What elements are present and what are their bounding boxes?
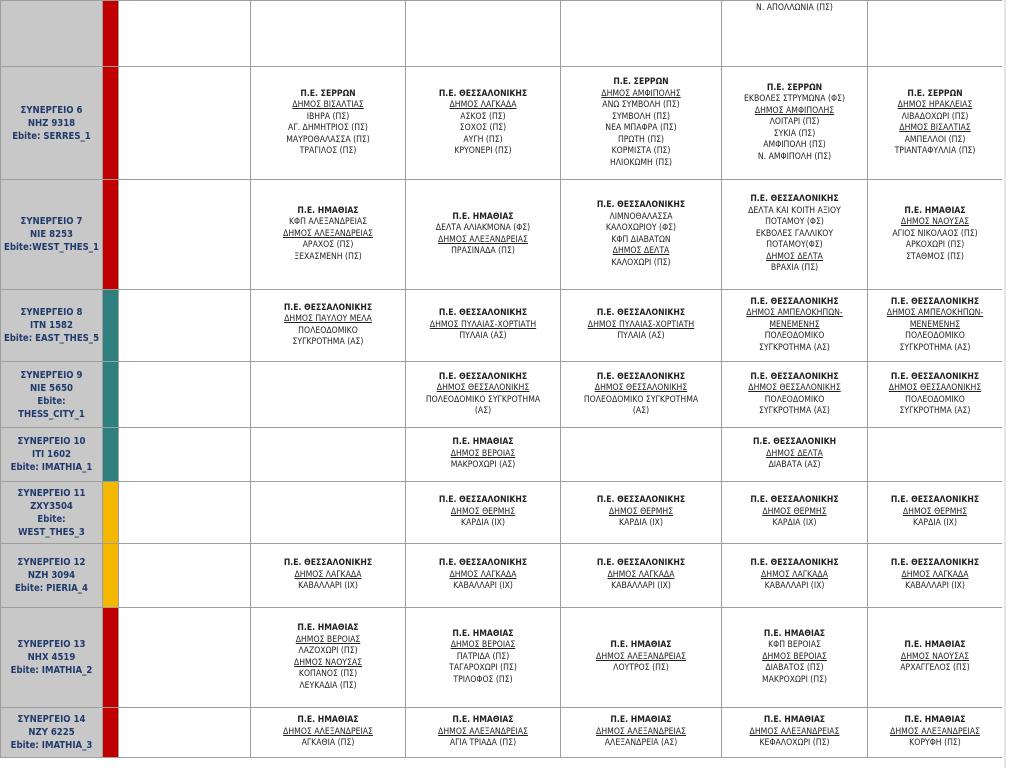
- region-heading: Π.Ε. ΗΜΑΘΙΑΣ: [610, 640, 672, 651]
- schedule-cell[interactable]: [868, 290, 1003, 362]
- schedule-cell[interactable]: [561, 708, 722, 758]
- location-name: ΜΑΥΡΟΘΑΛΑΣΣΑ (ΠΣ): [286, 134, 370, 145]
- schedule-cell[interactable]: [868, 608, 1003, 708]
- schedule-cell[interactable]: [722, 544, 868, 608]
- location-name: ΣΥΓΚΡΟΤΗΜΑ (ΑΣ): [759, 406, 830, 416]
- schedule-cell[interactable]: [251, 544, 406, 608]
- location-name: ΑΓ. ΔΗΜΗΤΡΙΟΣ (ΠΣ): [288, 123, 368, 133]
- team-label-line: ΣΥΝΕΡΓΕΙΟ 7: [20, 216, 83, 227]
- team-label-line: ZXY3504: [30, 500, 73, 512]
- location-name: ΤΡΑΓΙΛΟΣ (ΠΣ): [299, 146, 357, 156]
- municipality-name: ΔΗΜΟΣ ΠΥΛΑΙΑΣ-ΧΟΡΤΙΑΤΗ: [429, 319, 537, 330]
- location-name: ΚΦΠ ΒΕΡΟΙΑΣ: [768, 640, 821, 651]
- location-name: ΚΑΡΔΙΑ (ΙΧ): [913, 518, 957, 529]
- location-name: ΠΥΛΑΙΑ (ΑΣ): [459, 331, 507, 342]
- team-label-cell[interactable]: [1, 708, 103, 758]
- region-heading: Π.Ε. ΣΕΡΡΩΝ: [300, 88, 356, 99]
- schedule-cell[interactable]: [251, 708, 406, 758]
- location-name: ΑΡΧΑΓΓΕΛΟΣ (ΠΣ): [900, 663, 970, 674]
- municipality-name: ΔΗΜΟΣ ΘΕΡΜΗΣ: [762, 506, 827, 517]
- location-name: ΕΚΒΟΛΕΣ ΓΑΛΛΙΚΟΥ: [755, 228, 834, 239]
- schedule-cell[interactable]: [561, 1, 722, 67]
- status-color-cell: [103, 544, 119, 608]
- status-color-cell: [103, 67, 119, 180]
- schedule-cell[interactable]: [406, 1, 561, 67]
- schedule-cell[interactable]: [561, 482, 722, 544]
- notes-cell[interactable]: [119, 180, 251, 290]
- location-name: ΚΑΡΔΙΑ (ΙΧ): [772, 518, 817, 529]
- schedule-cell[interactable]: [868, 67, 1003, 180]
- status-color-cell: [103, 482, 119, 544]
- location-name: ΠΟΛΕΟΔΟΜΙΚΟ: [764, 394, 825, 405]
- notes-cell[interactable]: [119, 608, 251, 708]
- municipality-name: ΔΗΜΟΣ ΑΛΕΞΑΝΔΡΕΙΑΣ: [438, 234, 528, 245]
- location-name: ΚΦΠ ΔΙΑΒΑΤΩΝ: [611, 234, 671, 245]
- municipality-name: ΔΗΜΟΣ ΛΑΓΚΑΔΑ: [607, 569, 675, 580]
- schedule-cell[interactable]: [868, 428, 1003, 482]
- municipality-name: ΔΗΜΟΣ ΝΑΟΥΣΑΣ: [900, 651, 970, 662]
- table-row: [1, 428, 1003, 482]
- schedule-cell[interactable]: [406, 708, 561, 758]
- team-label-cell[interactable]: [1, 544, 103, 608]
- table-row: [1, 1, 1003, 67]
- location-name: ΤΑΓΑΡΟΧΩΡΙ (ΠΣ): [449, 663, 517, 674]
- schedule-cell[interactable]: [251, 428, 406, 482]
- schedule-cell[interactable]: [722, 362, 868, 428]
- location-name: ΕΚΒΟΛΕΣ ΣΤΡΥΜΩΝΑ (ΦΣ): [744, 94, 845, 105]
- region-heading: Π.Ε. ΘΕΣΣΑΛΟΝΙΚΗΣ: [890, 495, 980, 506]
- location-name: ΠΟΤΑΜΟΥ(ΦΣ): [766, 240, 823, 251]
- municipality-name: ΔΗΜΟΣ ΠΥΛΑΙΑΣ-ΧΟΡΤΙΑΤΗ: [587, 319, 695, 330]
- location-name: ΚΑΡΔΙΑ (ΙΧ): [461, 518, 505, 529]
- status-color-cell: [103, 290, 119, 362]
- schedule-cell[interactable]: [406, 290, 561, 362]
- municipality-name: ΔΗΜΟΣ ΔΕΛΤΑ: [612, 246, 670, 256]
- team-label-cell[interactable]: [1, 180, 103, 290]
- location-name: ΚΟΠΑΝΟΣ (ΠΣ): [298, 669, 358, 679]
- region-heading: Π.Ε. ΘΕΣΣΑΛΟΝΙΚΗΣ: [438, 495, 528, 506]
- municipality-name: ΔΗΜΟΣ ΒΙΣΑΛΤΙΑΣ: [899, 123, 971, 133]
- region-heading: Π.Ε. ΘΕΣΣΑΛΟΝΙΚΗΣ: [596, 308, 686, 319]
- location-name: ΑΡΑΧΟΣ (ΠΣ): [302, 240, 354, 251]
- region-heading: Π.Ε. ΗΜΑΘΙΑΣ: [452, 211, 514, 222]
- municipality-name: ΔΗΜΟΣ ΑΛΕΞΑΝΔΡΕΙΑΣ: [749, 726, 840, 737]
- location-name: ΔΕΛΤΑ ΚΑΙ ΚΟΙΤΗ ΑΞΙΟΥ: [748, 205, 841, 216]
- schedule-cell[interactable]: [251, 608, 406, 708]
- team-label-cell[interactable]: [1, 67, 103, 180]
- location-name: ΑΓΚΑΘΙΑ (ΠΣ): [301, 738, 355, 749]
- team-label-line: NZH 3094: [27, 570, 76, 581]
- status-color-cell: [103, 428, 119, 482]
- team-label-cell[interactable]: [1, 290, 103, 362]
- location-name: ΚΑΒΑΛΛΑΡΙ (ΙΧ): [905, 581, 965, 592]
- region-heading: Π.Ε. ΘΕΣΣΑΛΟΝΙΚΗΣ: [438, 308, 528, 319]
- location-name: ΛΙΒΑΔΟΧΩΡΙ (ΠΣ): [901, 111, 969, 122]
- region-heading: Π.Ε. ΗΜΑΘΙΑΣ: [763, 628, 826, 639]
- location-name: ΣΤΑΘΜΟΣ (ΠΣ): [906, 251, 964, 262]
- schedule-cell[interactable]: [251, 67, 406, 180]
- location-name: ΠΥΛΑΙΑ (ΑΣ): [617, 331, 665, 342]
- municipality-name: ΔΗΜΟΣ ΛΑΓΚΑΔΑ: [449, 100, 517, 110]
- location-name: ΛΙΜΝΟΘΑΛΑΣΣΑ: [609, 211, 673, 222]
- region-heading: Π.Ε. ΗΜΑΘΙΑΣ: [904, 640, 966, 651]
- team-label-line: ΣΥΝΕΡΓΕΙΟ 13: [17, 639, 86, 650]
- municipality-name: ΔΗΜΟΣ ΛΑΓΚΑΔΑ: [449, 569, 517, 580]
- table-row: [1, 362, 1003, 428]
- location-name: ΑΥΓΗ (ΠΣ): [463, 134, 503, 145]
- schedule-cell[interactable]: [722, 608, 868, 708]
- team-label-line: Ebite: IMATHIA_1: [10, 462, 93, 473]
- team-label-cell[interactable]: [1, 428, 103, 482]
- municipality-name: ΔΗΜΟΣ ΑΛΕΞΑΝΔΡΕΙΑΣ: [596, 651, 686, 662]
- location-name: (ΑΣ): [474, 406, 492, 416]
- location-name: ΠΟΛΕΟΔΟΜΙΚΟ: [298, 325, 358, 336]
- location-name: Ν. ΑΠΟΛΛΩΝΙΑ (ΠΣ): [756, 3, 833, 13]
- team-label-line: NIE 5650: [30, 382, 73, 394]
- team-label-line: NHZ 9318: [27, 117, 76, 129]
- location-name: ΚΑΒΑΛΛΑΡΙ (ΙΧ): [298, 581, 358, 592]
- table-row: [1, 544, 1003, 608]
- schedule-cell[interactable]: [251, 290, 406, 362]
- municipality-name: ΔΗΜΟΣ ΒΕΡΟΙΑΣ: [295, 634, 361, 645]
- location-name: ΑΜΠΕΛΛΟΙ (ΠΣ): [904, 134, 966, 145]
- status-color-cell: [103, 180, 119, 290]
- region-heading: Π.Ε. ΗΜΑΘΙΑΣ: [297, 623, 359, 633]
- notes-cell[interactable]: [119, 362, 251, 428]
- location-name: ΝΕΑ ΜΠΑΦΡΑ (ΠΣ): [605, 123, 677, 133]
- location-name: ΑΓΙΑ ΤΡΙΑΔΑ (ΠΣ): [449, 738, 517, 749]
- notes-cell[interactable]: [119, 428, 251, 482]
- location-name: ΠΑΤΡΙΔΑ (ΠΣ): [456, 651, 510, 662]
- location-name: ΠΡΩΤΗ (ΠΣ): [617, 134, 665, 145]
- team-label-line: Ebite: SERRES_1: [12, 130, 91, 142]
- municipality-name: ΔΗΜΟΣ ΑΜΠΕΛΟΚΗΠΩΝ-: [746, 308, 843, 319]
- location-name: ΣΥΜΒΟΛΗ (ΠΣ): [612, 111, 670, 122]
- location-name: ΚΑΛΟΧΩΡΙΟΥ (ΦΣ): [605, 223, 677, 233]
- location-name: (ΑΣ): [632, 406, 650, 416]
- schedule-cell[interactable]: [406, 482, 561, 544]
- location-name: ΠΟΛΕΟΔΟΜΙΚΟ: [905, 394, 965, 405]
- municipality-name: ΔΗΜΟΣ ΘΕΡΜΗΣ: [608, 506, 674, 517]
- schedule-cell[interactable]: [868, 180, 1003, 290]
- municipality-name: ΔΗΜΟΣ ΑΜΦΙΠΟΛΗΣ: [754, 105, 835, 116]
- team-label-line: NIE 8253: [30, 229, 73, 240]
- municipality-name: ΔΗΜΟΣ ΛΑΓΚΑΔΑ: [760, 569, 828, 580]
- location-name: ΜΑΚΡΟΧΩΡΙ (ΑΣ): [450, 460, 516, 471]
- location-name: ΣΥΓΚΡΟΤΗΜΑ (ΑΣ): [292, 337, 364, 347]
- location-name: ΣΥΓΚΡΟΤΗΜΑ (ΑΣ): [759, 342, 830, 353]
- team-label-line: Ebite: PIERIA_4: [14, 583, 89, 594]
- region-heading: Π.Ε. ΗΜΑΘΙΑΣ: [763, 715, 826, 726]
- municipality-name: ΔΗΜΟΣ ΛΑΓΚΑΔΑ: [294, 569, 362, 580]
- team-label-line: Ebite: IMATHIA_3: [10, 740, 93, 751]
- schedule-cell[interactable]: [561, 608, 722, 708]
- schedule-cell[interactable]: [722, 482, 868, 544]
- region-heading: Π.Ε. ΘΕΣΣΑΛΟΝΙΚΗ: [752, 437, 837, 448]
- location-name: ΚΑΡΔΙΑ (ΙΧ): [619, 518, 663, 529]
- municipality-name: ΔΗΜΟΣ ΒΙΣΑΛΤΙΑΣ: [292, 100, 364, 110]
- municipality-name: ΔΗΜΟΣ ΘΕΡΜΗΣ: [450, 506, 516, 517]
- table-row: [1, 708, 1003, 758]
- location-name: ΑΜΦΙΠΟΛΗ (ΠΣ): [763, 140, 826, 151]
- location-name: ΚΟΡΥΦΗ (ΠΣ): [909, 738, 961, 749]
- notes-cell[interactable]: [119, 1, 251, 67]
- scrollbar-track: [1004, 0, 1006, 768]
- location-name: ΠΟΛΕΟΔΟΜΙΚΟ ΣΥΓΚΡΟΤΗΜΑ: [583, 394, 699, 405]
- municipality-name: ΔΗΜΟΣ ΘΕΣΣΑΛΟΝΙΚΗΣ: [748, 383, 841, 393]
- schedule-cell[interactable]: [722, 708, 868, 758]
- region-heading: Π.Ε. ΘΕΣΣΑΛΟΝΙΚΗΣ: [890, 296, 980, 307]
- location-name: ΚΑΒΑΛΛΑΡΙ (ΙΧ): [611, 581, 671, 592]
- location-name: ΔΙΑΒΑΤΟΣ (ΠΣ): [765, 663, 824, 674]
- region-heading: Π.Ε. ΘΕΣΣΑΛΟΝΙΚΗΣ: [438, 558, 528, 569]
- region-heading: Π.Ε. ΗΜΑΘΙΑΣ: [610, 715, 672, 726]
- municipality-name: ΔΗΜΟΣ ΒΕΡΟΙΑΣ: [450, 448, 516, 459]
- schedule-cell[interactable]: [868, 708, 1003, 758]
- municipality-name: ΔΗΜΟΣ ΘΕΡΜΗΣ: [902, 506, 968, 517]
- region-heading: Π.Ε. ΘΕΣΣΑΛΟΝΙΚΗΣ: [890, 558, 980, 569]
- notes-cell[interactable]: [119, 708, 251, 758]
- region-heading: Π.Ε. ΣΕΡΡΩΝ: [766, 82, 823, 93]
- schedule-cell[interactable]: [406, 608, 561, 708]
- schedule-cell[interactable]: [722, 428, 868, 482]
- location-name: ΚΦΠ ΑΛΕΞΑΝΔΡΕΙΑΣ: [288, 217, 368, 228]
- schedule-cell[interactable]: [868, 1, 1003, 67]
- municipality-name: ΔΗΜΟΣ ΝΑΟΥΣΑΣ: [293, 657, 363, 668]
- team-label-line: ITI 1602: [32, 449, 71, 460]
- team-label-cell[interactable]: [1, 482, 103, 544]
- location-name: ΛΟΥΤΡΟΣ (ΠΣ): [613, 663, 669, 674]
- schedule-cell[interactable]: [722, 67, 868, 180]
- schedule-cell[interactable]: [406, 544, 561, 608]
- region-heading: Π.Ε. ΗΜΑΘΙΑΣ: [452, 437, 514, 448]
- team-label-line: ΣΥΝΕΡΓΕΙΟ 11: [17, 487, 86, 499]
- location-name: ΠΟΛΕΟΔΟΜΙΚΟ: [764, 331, 825, 342]
- team-label-line: Ebite: WEST_THES_3: [18, 513, 85, 538]
- location-name: ΠΡΑΣΙΝΑΔΑ (ΠΣ): [451, 246, 515, 256]
- municipality-name: ΔΗΜΟΣ ΗΡΑΚΛΕΙΑΣ: [897, 100, 973, 110]
- team-label-line: ΣΥΝΕΡΓΕΙΟ 14: [17, 714, 86, 725]
- region-heading: Π.Ε. ΘΕΣΣΑΛΟΝΙΚΗΣ: [596, 371, 686, 382]
- status-color-cell: [103, 1, 119, 67]
- location-name: ΛΕΥΚΑΔΙΑ (ΠΣ): [299, 680, 357, 691]
- location-name: ΜΑΚΡΟΧΩΡΙ (ΠΣ): [761, 674, 828, 685]
- schedule-cell[interactable]: [561, 67, 722, 180]
- municipality-name: ΔΗΜΟΣ ΘΕΣΣΑΛΟΝΙΚΗΣ: [888, 383, 982, 393]
- schedule-cell[interactable]: [406, 180, 561, 290]
- schedule-cell[interactable]: [561, 428, 722, 482]
- location-name: ΣΥΓΚΡΟΤΗΜΑ (ΑΣ): [899, 406, 971, 416]
- status-color-cell: [103, 708, 119, 758]
- page-margin: [1002, 0, 1024, 768]
- municipality-name: ΔΗΜΟΣ ΑΛΕΞΑΝΔΡΕΙΑΣ: [890, 726, 980, 737]
- region-heading: Π.Ε. ΘΕΣΣΑΛΟΝΙΚΗΣ: [596, 558, 686, 569]
- schedule-cell[interactable]: [561, 290, 722, 362]
- team-label-cell[interactable]: [1, 1, 103, 67]
- location-name: Ν. ΑΜΦΙΠΟΛΗ (ΠΣ): [757, 151, 832, 162]
- location-name: ΑΡΚΟΧΩΡΙ (ΠΣ): [905, 240, 965, 251]
- municipality-name: ΔΗΜΟΣ ΛΑΓΚΑΔΑ: [901, 569, 969, 580]
- schedule-cell[interactable]: [251, 482, 406, 544]
- municipality-name: ΔΗΜΟΣ ΑΜΠΕΛΟΚΗΠΩΝ-: [886, 308, 984, 319]
- region-heading: Π.Ε. ΘΕΣΣΑΛΟΝΙΚΗΣ: [750, 194, 839, 205]
- municipality-name: ΔΗΜΟΣ ΘΕΣΣΑΛΟΝΙΚΗΣ: [594, 383, 688, 393]
- schedule-cell[interactable]: [561, 362, 722, 428]
- location-name: ΠΟΛΕΟΔΟΜΙΚΟ ΣΥΓΚΡΟΤΗΜΑ: [425, 394, 541, 405]
- location-name: ΚΡΥΟΝΕΡΙ (ΠΣ): [454, 146, 512, 156]
- schedule-cell[interactable]: [406, 67, 561, 180]
- location-name: ΔΙΑΒΑΤΑ (ΑΣ): [768, 460, 821, 471]
- municipality-name: ΔΗΜΟΣ ΑΛΕΞΑΝΔΡΕΙΑΣ: [283, 726, 373, 737]
- region-heading: Π.Ε. ΘΕΣΣΑΛΟΝΙΚΗΣ: [750, 558, 839, 569]
- schedule-cell[interactable]: [561, 180, 722, 290]
- location-name: ΑΣΚΟΣ (ΠΣ): [460, 111, 506, 122]
- region-heading: Π.Ε. ΣΕΡΡΩΝ: [613, 77, 669, 87]
- team-label-line: Ebite: EAST_THES_5: [3, 333, 100, 344]
- notes-cell[interactable]: [119, 544, 251, 608]
- region-heading: Π.Ε. ΣΕΡΡΩΝ: [907, 88, 963, 99]
- location-name: ΚΑΛΟΧΩΡΙ (ΠΣ): [611, 257, 671, 268]
- team-label-line: ΣΥΝΕΡΓΕΙΟ 6: [20, 104, 83, 116]
- table-row: [1, 482, 1003, 544]
- municipality-name: ΔΗΜΟΣ ΑΛΕΞΑΝΔΡΕΙΑΣ: [438, 726, 528, 737]
- team-label-line: ΣΥΝΕΡΓΕΙΟ 10: [17, 436, 86, 447]
- notes-cell[interactable]: [119, 482, 251, 544]
- location-name: ΣΥΚΙΑ (ΠΣ): [773, 128, 816, 139]
- location-name: ΚΟΡΜΙΣΤΑ (ΠΣ): [611, 146, 671, 156]
- table-row: [1, 608, 1003, 708]
- location-name: ΣΟΧΟΣ (ΠΣ): [459, 123, 507, 133]
- municipality-name: ΔΗΜΟΣ ΔΕΛΤΑ: [766, 251, 823, 262]
- location-name: ΔΕΛΤΑ ΑΛΙΑΚΜΟΝΑ (ΦΣ): [435, 223, 531, 233]
- municipality-name: ΔΗΜΟΣ ΒΕΡΟΙΑΣ: [450, 640, 516, 651]
- region-heading: Π.Ε. ΘΕΣΣΑΛΟΝΙΚΗΣ: [283, 302, 373, 313]
- municipality-name: ΔΗΜΟΣ ΠΑΥΛΟΥ ΜΕΛΑ: [284, 314, 372, 324]
- table-row: [1, 290, 1003, 362]
- location-name: ΑΓΙΟΣ ΝΙΚΟΛΑΟΣ (ΠΣ): [892, 228, 978, 239]
- region-heading: Π.Ε. ΘΕΣΣΑΛΟΝΙΚΗΣ: [596, 200, 686, 210]
- location-name: ΠΟΤΑΜΟΥ (ΦΣ): [765, 217, 824, 228]
- region-heading: Π.Ε. ΘΕΣΣΑΛΟΝΙΚΗΣ: [283, 558, 373, 569]
- schedule-cell[interactable]: [251, 180, 406, 290]
- notes-cell[interactable]: [119, 67, 251, 180]
- schedule-cell[interactable]: [868, 544, 1003, 608]
- municipality-name: ΔΗΜΟΣ ΘΕΣΣΑΛΟΝΙΚΗΣ: [436, 383, 530, 393]
- team-label-cell[interactable]: [1, 362, 103, 428]
- municipality-name: ΔΗΜΟΣ ΑΛΕΞΑΝΔΡΕΙΑΣ: [596, 726, 686, 737]
- status-color-cell: [103, 608, 119, 708]
- team-label-line: ITN 1582: [30, 320, 73, 331]
- region-heading: Π.Ε. ΗΜΑΘΙΑΣ: [297, 715, 359, 726]
- team-label-line: Ebite: THESS_CITY_1: [18, 395, 85, 420]
- location-name: ΞΕΧΑΣΜΕΝΗ (ΠΣ): [294, 251, 362, 262]
- location-name: ΒΡΑΧΙΑ (ΠΣ): [770, 263, 819, 274]
- location-name: ΚΑΒΑΛΛΑΡΙ (ΙΧ): [764, 581, 825, 592]
- team-label-cell[interactable]: [1, 608, 103, 708]
- location-name: ΠΟΛΕΟΔΟΜΙΚΟ: [905, 331, 965, 342]
- municipality-name: ΔΗΜΟΣ ΑΛΕΞΑΝΔΡΕΙΑΣ: [283, 228, 373, 239]
- team-label-line: ΣΥΝΕΡΓΕΙΟ 12: [17, 557, 86, 568]
- location-name: ΙΒΗΡΑ (ΠΣ): [306, 111, 350, 122]
- location-name: ΣΥΓΚΡΟΤΗΜΑ (ΑΣ): [899, 342, 971, 353]
- schedule-cell[interactable]: [722, 180, 868, 290]
- table-row: [1, 180, 1003, 290]
- municipality-name: ΔΗΜΟΣ ΝΑΟΥΣΑΣ: [900, 217, 970, 228]
- location-name: ΑΝΩ ΣΥΜΒΟΛΗ (ΠΣ): [602, 100, 680, 110]
- region-heading: Π.Ε. ΘΕΣΣΑΛΟΝΙΚΗΣ: [750, 495, 839, 506]
- region-heading: Π.Ε. ΘΕΣΣΑΛΟΝΙΚΗΣ: [750, 296, 839, 307]
- municipality-name: ΜΕΝΕΜΕΝΗΣ: [909, 319, 961, 330]
- schedule-cell[interactable]: [722, 1, 868, 67]
- region-heading: Π.Ε. ΘΕΣΣΑΛΟΝΙΚΗΣ: [750, 371, 839, 382]
- location-name: ΤΡΙΛΟΦΟΣ (ΠΣ): [453, 674, 513, 685]
- team-label-line: Ebite: IMATHIA_2: [10, 665, 93, 676]
- region-heading: Π.Ε. ΗΜΑΘΙΑΣ: [452, 715, 514, 726]
- municipality-name: ΔΗΜΟΣ ΑΜΦΙΠΟΛΗΣ: [601, 88, 681, 99]
- schedule-cell[interactable]: [868, 362, 1003, 428]
- region-heading: Π.Ε. ΘΕΣΣΑΛΟΝΙΚΗΣ: [596, 495, 686, 506]
- team-label-line: ΣΥΝΕΡΓΕΙΟ 8: [20, 307, 83, 318]
- team-label-line: ΣΥΝΕΡΓΕΙΟ 9: [20, 369, 83, 381]
- schedule-cell[interactable]: [722, 290, 868, 362]
- location-name: ΗΛΙΟΚΩΜΗ (ΠΣ): [609, 157, 673, 168]
- location-name: ΑΛΕΞΑΝΔΡΕΙΑ (ΑΣ): [604, 738, 678, 749]
- region-heading: Π.Ε. ΗΜΑΘΙΑΣ: [904, 205, 966, 216]
- municipality-name: ΔΗΜΟΣ ΒΕΡΟΙΑΣ: [762, 651, 827, 662]
- region-heading: Π.Ε. ΘΕΣΣΑΛΟΝΙΚΗΣ: [438, 88, 528, 99]
- location-name: ΚΕΦΑΛΟΧΩΡΙ (ΠΣ): [759, 738, 830, 749]
- schedule-cell[interactable]: [406, 362, 561, 428]
- table-row: [1, 67, 1003, 180]
- notes-cell[interactable]: [119, 290, 251, 362]
- region-heading: Π.Ε. ΗΜΑΘΙΑΣ: [297, 205, 359, 216]
- location-name: ΤΡΙΑΝΤΑΦΥΛΛΙΑ (ΠΣ): [894, 146, 976, 156]
- region-heading: Π.Ε. ΗΜΑΘΙΑΣ: [904, 715, 966, 726]
- team-label-line: NZY 6225: [28, 727, 75, 738]
- location-name: ΛΑΖΟΧΩΡΙ (ΠΣ): [298, 646, 358, 656]
- team-label-line: Ebite:WEST_THES_1: [4, 242, 99, 253]
- region-heading: Π.Ε. ΘΕΣΣΑΛΟΝΙΚΗΣ: [438, 371, 528, 382]
- team-label-line: NHX 4519: [27, 652, 76, 663]
- region-heading: Π.Ε. ΘΕΣΣΑΛΟΝΙΚΗΣ: [890, 371, 980, 382]
- status-color-cell: [103, 362, 119, 428]
- location-name: ΚΑΒΑΛΛΑΡΙ (ΙΧ): [453, 581, 513, 592]
- schedule-cell[interactable]: [868, 482, 1003, 544]
- schedule-cell[interactable]: [406, 428, 561, 482]
- schedule-cell[interactable]: [251, 1, 406, 67]
- location-name: ΛΟΙΤΑΡΙ (ΠΣ): [769, 117, 820, 128]
- municipality-name: ΜΕΝΕΜΕΝΗΣ: [769, 319, 820, 330]
- region-heading: Π.Ε. ΗΜΑΘΙΑΣ: [452, 628, 514, 639]
- schedule-cell[interactable]: [251, 362, 406, 428]
- municipality-name: ΔΗΜΟΣ ΔΕΛΤΑ: [766, 448, 823, 459]
- schedule-cell[interactable]: [561, 544, 722, 608]
